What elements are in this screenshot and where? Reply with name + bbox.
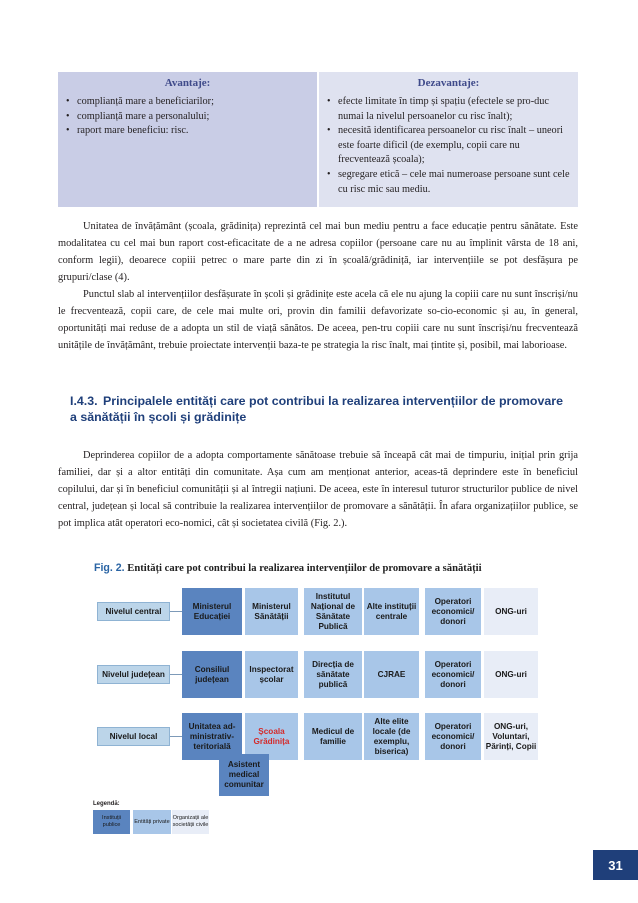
paragraph: Unitatea de învățământ (școala, grădinița) reprezintă cel mai bun mediu pentru a face educație pentru sănătate. Este modalitatea cu cel mai bun raport cost-eficacitate de a ne adresa copiilor (persoane care nu au împlinit vârsta de 18 ani, conform legii), deoarece copiii petrec o mare parte din zi în școală/grădiniță, iar intervențiile se pot desfășura pe grupuri/clase (4). bbox=[58, 221, 578, 283]
advantages-header: Avantaje: bbox=[164, 77, 211, 89]
connector bbox=[170, 611, 182, 612]
connector bbox=[170, 736, 182, 737]
entity-family-doctor: Medicul de familie bbox=[304, 713, 362, 760]
list-item: • raport mare beneficiu: risc. bbox=[66, 124, 214, 139]
paragraph: Punctul slab al intervențiilor desfășurate în școli și grădinițe este acela că ele nu ajung la copiii care nu sunt înscriși/nu le frecventează, copii care, de cele mai multe ori, provin din familii defavorizate so-cio-economic și au, în general, oportunități mai reduse de a adopta un stil de viață sănătos. De aceea, pen-tru copiii care nu sunt înscriși/nu frecventează unitățile de învățământ, trebuie proiectate intervenții baza-te pe strategia la risc înalt, mai țintite și, posibil, mai laborioase. bbox=[58, 289, 578, 351]
entity-operators-county: Operatori economici/ donori bbox=[425, 651, 481, 698]
paragraph: Deprinderea copiilor de a adopta comportamente sănătoase trebuie să înceapă cât mai de timpuriu, inițial prin grija familiei, dar și a altor entități din comunitate. Așa cum am menționat anterior, aceas-tă deprindere este în beneficiul copilului, dar și în beneficiul comunității și al întregii națiuni. De aceea, este în interesul tuturor structurilor publice de nivel central, județean și local să contribuie la realizarea intervențiilor de promovare a sănătății. În afara organizațiilor publice, se pot implica atât operatori eco-nomici, cât și societatea civilă (Fig. 2.). bbox=[58, 450, 578, 529]
entity-ngo-local: ONG-uri, Voluntari, Părinți, Copii bbox=[484, 713, 538, 760]
entity-operators-central: Operatori economici/ donori bbox=[425, 588, 481, 635]
list-item: • complianță mare a personalului; bbox=[66, 110, 214, 125]
section-number: I.4.3. bbox=[70, 394, 98, 408]
level-county: Nivelul județean bbox=[97, 665, 170, 684]
list-item: • segregare etică – cele mai numeroase persoane sunt cele cu risc mic sau mediu. bbox=[327, 168, 570, 197]
level-central: Nivelul central bbox=[97, 602, 170, 621]
entity-school-kindergarten: Școala Grădinița bbox=[245, 713, 298, 760]
connector bbox=[170, 674, 182, 675]
entity-operators-local: Operatori economici/ donori bbox=[425, 713, 481, 760]
figure-label: Fig. 2. bbox=[94, 562, 125, 574]
entity-local-admin: Unitatea ad-ministrativ-teritorială bbox=[182, 713, 242, 760]
level-local: Nivelul local bbox=[97, 727, 170, 746]
legend-civil: Organizații ale societății civile bbox=[172, 810, 209, 834]
entity-ngo-county: ONG-uri bbox=[484, 651, 538, 698]
page-number: 31 bbox=[593, 850, 638, 880]
legend-private: Entități private bbox=[133, 810, 171, 834]
entity-inps: Institutul Național de Sănătate Publică bbox=[304, 588, 362, 635]
entity-public-health-dir: Direcția de sănătate publică bbox=[304, 651, 362, 698]
disadvantages-header: Dezavantaje: bbox=[417, 77, 480, 89]
entity-ministry-health: Ministerul Sănătății bbox=[245, 588, 298, 635]
entity-local-elites: Alte elite locale (de exemplu, biserica) bbox=[364, 713, 419, 760]
entity-cjrae: CJRAE bbox=[364, 651, 419, 698]
figure-caption: Entități care pot contribui la realizarea intervențiilor de promovare a sănătății bbox=[127, 563, 482, 574]
entity-ministry-education: Ministerul Educației bbox=[182, 588, 242, 635]
list-item: • necesită identificarea persoanelor cu risc înalt – uneori este foarte dificil (de exemplu, copii care nu frecventează școala); bbox=[327, 124, 570, 168]
entity-county-council: Consiliul județean bbox=[182, 651, 242, 698]
list-item: • efecte limitate în timp și spațiu (efectele se pro-duc numai la nivelul persoanelor cu risc înalt); bbox=[327, 95, 570, 124]
legend-public: Instituții publice bbox=[93, 810, 130, 834]
entity-ngo-central: ONG-uri bbox=[484, 588, 538, 635]
legend-title: Legendă: bbox=[93, 801, 120, 807]
entity-school-inspectorate: Inspectorat școlar bbox=[245, 651, 298, 698]
section-title: Principalele entități care pot contribui la realizarea intervențiilor de promovare a sănătății în școli și grădinițe bbox=[70, 394, 563, 424]
entity-community-nurse: Asistent medical comunitar bbox=[219, 754, 269, 796]
list-item: • complianță mare a beneficiarilor; bbox=[66, 95, 214, 110]
entity-other-central: Alte instituții centrale bbox=[364, 588, 419, 635]
